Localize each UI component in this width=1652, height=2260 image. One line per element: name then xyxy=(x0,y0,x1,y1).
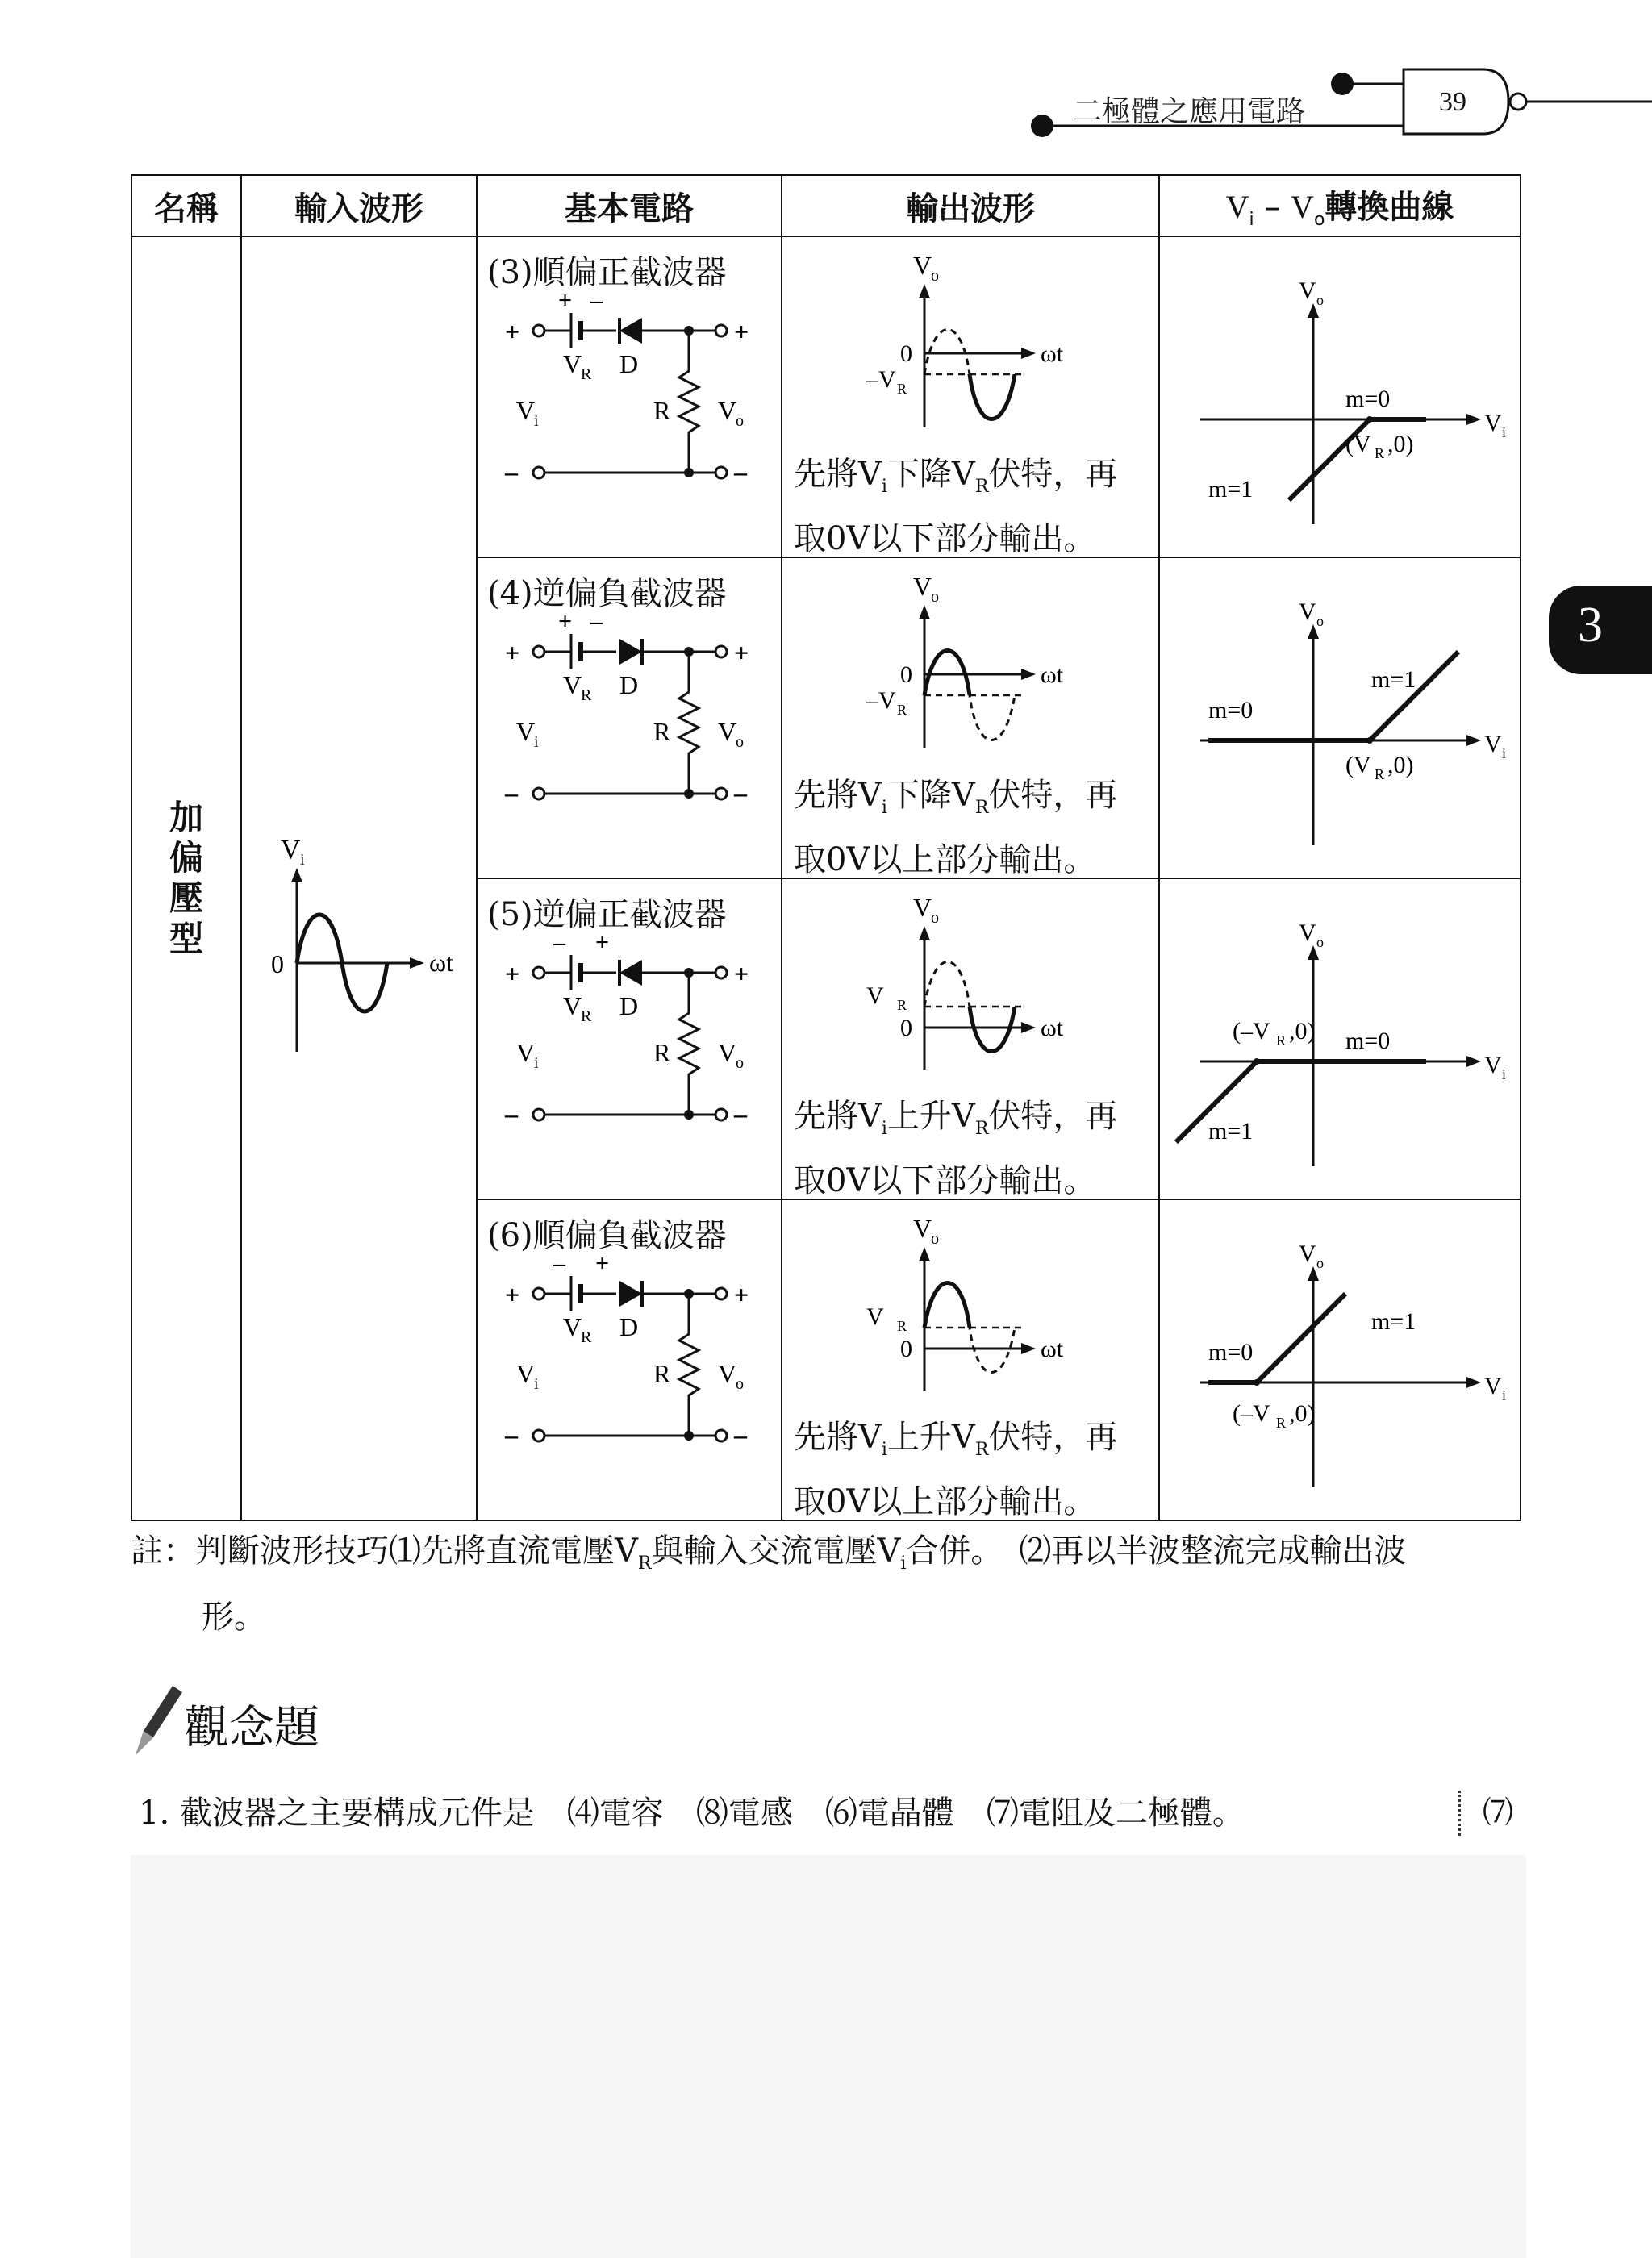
svg-text:0: 0 xyxy=(900,661,912,688)
svg-text:o: o xyxy=(931,909,939,927)
svg-text:V: V xyxy=(563,1312,582,1341)
svg-text:V: V xyxy=(1299,598,1316,625)
svg-text:0: 0 xyxy=(900,1336,912,1362)
svg-text:R: R xyxy=(1375,445,1385,461)
svg-text:R: R xyxy=(581,365,592,383)
svg-text:V: V xyxy=(913,893,932,922)
svg-text:+: + xyxy=(505,317,520,346)
output-description: 先將$V_i$下降$V_R$伏特，再 取0V以下部分輸出。 xyxy=(794,456,1118,557)
svg-text:+: + xyxy=(595,1250,610,1277)
svg-text:o: o xyxy=(736,412,744,430)
svg-text:D: D xyxy=(620,349,639,378)
svg-text:D: D xyxy=(620,1312,639,1341)
header-transfer-curve: $V_i - V_o$轉換曲線 xyxy=(1159,175,1521,236)
svg-text:o: o xyxy=(736,1375,744,1393)
svg-text:ωt: ωt xyxy=(1041,661,1064,688)
svg-text:o: o xyxy=(736,733,744,751)
svg-text:m=1: m=1 xyxy=(1371,666,1416,693)
clipper-table xyxy=(131,174,1521,1521)
transfer-cell xyxy=(1159,878,1521,1199)
svg-text:–V: –V xyxy=(866,687,896,714)
category-label: 加偏壓型 xyxy=(169,798,203,958)
svg-text:–: – xyxy=(734,1420,747,1449)
svg-text:V: V xyxy=(1484,410,1502,436)
svg-text:V: V xyxy=(866,1303,884,1330)
svg-text:ωt: ωt xyxy=(429,948,453,977)
transfer-cell xyxy=(1159,1199,1521,1520)
svg-text:(–V: (–V xyxy=(1233,1400,1270,1427)
svg-text:–: – xyxy=(505,1099,518,1128)
svg-text:V: V xyxy=(718,1038,737,1067)
svg-text:+: + xyxy=(734,638,749,667)
transfer-curve xyxy=(1160,237,1521,557)
chapter-tab-number: 3 xyxy=(1578,598,1603,653)
clipper-circuit xyxy=(478,879,782,1199)
svg-text:,0): ,0) xyxy=(1289,1400,1316,1427)
svg-text:–V: –V xyxy=(866,366,896,393)
svg-text:i: i xyxy=(534,733,539,751)
output-waveform xyxy=(782,1200,1160,1410)
svg-text:i: i xyxy=(1502,424,1507,440)
category-cell xyxy=(131,236,241,1520)
svg-text:V: V xyxy=(718,717,737,746)
svg-text:V: V xyxy=(1484,1052,1502,1078)
svg-text:m=1: m=1 xyxy=(1371,1308,1416,1335)
svg-text:(–V: (–V xyxy=(1233,1018,1270,1045)
svg-text:i: i xyxy=(534,1054,539,1072)
output-description: 先將$V_i$上升$V_R$伏特，再 取0V以上部分輸出。 xyxy=(794,1419,1118,1520)
svg-text:i: i xyxy=(300,851,305,869)
concept-title: 觀念題 xyxy=(184,1702,319,1754)
table-header-row xyxy=(131,175,1521,236)
svg-text:R: R xyxy=(653,1359,671,1388)
svg-text:R: R xyxy=(581,686,592,704)
svg-text:V: V xyxy=(718,396,737,425)
svg-text:m=1: m=1 xyxy=(1208,476,1254,502)
clipper-circuit xyxy=(478,237,782,557)
svg-text:–: – xyxy=(553,929,565,956)
output-cell xyxy=(782,557,1159,878)
svg-text:–: – xyxy=(505,1420,518,1449)
svg-text:m=0: m=0 xyxy=(1208,697,1254,723)
svg-text:V: V xyxy=(913,251,932,280)
svg-text:,0): ,0) xyxy=(1289,1018,1316,1045)
svg-text:R: R xyxy=(897,1318,907,1334)
transfer-curve xyxy=(1160,1200,1521,1520)
svg-text:0: 0 xyxy=(900,1015,912,1041)
svg-text:o: o xyxy=(736,1054,744,1072)
question-1-answer: ⑺ xyxy=(1483,1795,1514,1830)
svg-text:o: o xyxy=(1316,1255,1324,1271)
svg-text:V: V xyxy=(281,835,301,865)
svg-text:m=1: m=1 xyxy=(1208,1118,1254,1145)
svg-text:+: + xyxy=(595,929,610,956)
circuit-title: (6)順偏負截波器 xyxy=(487,1217,727,1254)
output-waveform xyxy=(782,558,1160,768)
svg-text:i: i xyxy=(534,412,539,430)
header-input-waveform: 輸入波形 xyxy=(241,175,477,236)
svg-text:+: + xyxy=(734,317,749,346)
svg-text:–: – xyxy=(734,1099,747,1128)
page-header xyxy=(0,0,1652,161)
svg-text:R: R xyxy=(653,1038,671,1067)
clipper-circuit xyxy=(478,558,782,878)
svg-text:(V: (V xyxy=(1345,752,1371,778)
svg-text:i: i xyxy=(1502,745,1507,761)
svg-text:ωt: ωt xyxy=(1041,340,1064,367)
svg-text:D: D xyxy=(620,670,639,699)
header-name: 名稱 xyxy=(131,175,241,236)
question-1: 1. 截波器之主要構成元件是 ⑷電容 ⑻電感 ⑹電晶體 ⑺電阻及二極體。 xyxy=(139,1795,1245,1832)
transfer-cell xyxy=(1159,236,1521,557)
svg-text:V: V xyxy=(1299,277,1316,304)
svg-text:+: + xyxy=(505,1280,520,1309)
input-waveform-cell xyxy=(241,236,477,1520)
svg-text:o: o xyxy=(931,588,939,606)
svg-text:V: V xyxy=(1299,919,1316,946)
header-decoration xyxy=(0,0,1652,161)
transfer-curve xyxy=(1160,558,1521,878)
note: 註：判斷波形技巧⑴先將直流電壓$V_R$與輸入交流電壓$V_i$合併。 ⑵再以半波整流完成輸出波 形。 xyxy=(131,1532,1407,1636)
svg-text:V: V xyxy=(1484,1373,1502,1399)
svg-text:m=0: m=0 xyxy=(1208,1339,1254,1366)
svg-text:i: i xyxy=(1502,1387,1507,1403)
clipper-circuit xyxy=(478,1200,782,1520)
svg-text:R: R xyxy=(653,717,671,746)
svg-text:R: R xyxy=(897,702,907,718)
svg-text:i: i xyxy=(534,1375,539,1393)
svg-text:,0): ,0) xyxy=(1387,752,1414,778)
svg-text:V: V xyxy=(516,396,536,425)
svg-text:R: R xyxy=(1276,1415,1287,1431)
svg-text:V: V xyxy=(913,1214,932,1243)
blank-answer-area xyxy=(131,1855,1526,2258)
header-output-waveform: 輸出波形 xyxy=(782,175,1159,236)
svg-text:+: + xyxy=(505,638,520,667)
svg-text:–: – xyxy=(590,608,603,635)
svg-text:o: o xyxy=(931,1230,939,1248)
svg-text:m=0: m=0 xyxy=(1345,1028,1391,1054)
svg-text:–: – xyxy=(505,457,518,486)
svg-text:o: o xyxy=(1316,613,1324,629)
svg-text:m=0: m=0 xyxy=(1345,386,1391,412)
svg-text:–: – xyxy=(590,287,603,314)
svg-text:–: – xyxy=(734,778,747,807)
svg-text:(V: (V xyxy=(1345,431,1371,457)
answer-divider xyxy=(1458,1791,1461,1836)
table-row xyxy=(131,236,1521,557)
svg-text:V: V xyxy=(563,670,582,699)
svg-text:V: V xyxy=(516,1359,536,1388)
svg-text:i: i xyxy=(1502,1066,1507,1082)
circuit-cell xyxy=(477,1199,782,1520)
svg-text:R: R xyxy=(581,1328,592,1346)
svg-text:+: + xyxy=(558,608,573,635)
output-cell xyxy=(782,1199,1159,1520)
pencil-icon xyxy=(127,1681,184,1762)
svg-text:V: V xyxy=(516,1038,536,1067)
svg-text:V: V xyxy=(1299,1240,1316,1267)
svg-text:R: R xyxy=(1375,766,1385,782)
transfer-cell xyxy=(1159,557,1521,878)
svg-text:o: o xyxy=(931,267,939,285)
transfer-curve xyxy=(1160,879,1521,1199)
svg-text:V: V xyxy=(718,1359,737,1388)
svg-text:R: R xyxy=(1276,1032,1287,1049)
svg-text:+: + xyxy=(505,959,520,988)
svg-text:+: + xyxy=(734,1280,749,1309)
svg-text:+: + xyxy=(558,287,573,314)
input-waveform xyxy=(242,237,478,1520)
svg-text:R: R xyxy=(653,396,671,425)
circuit-title: (3)順偏正截波器 xyxy=(487,254,727,291)
output-cell xyxy=(782,236,1159,557)
svg-text:+: + xyxy=(734,959,749,988)
output-description: 先將$V_i$下降$V_R$伏特，再 取0V以上部分輸出。 xyxy=(794,777,1118,878)
svg-text:R: R xyxy=(581,1007,592,1025)
svg-text:V: V xyxy=(516,717,536,746)
circuit-cell xyxy=(477,878,782,1199)
circuit-title: (4)逆偏負截波器 xyxy=(487,575,727,612)
svg-text:0: 0 xyxy=(900,340,912,367)
svg-text:V: V xyxy=(563,349,582,378)
output-cell xyxy=(782,878,1159,1199)
svg-text:V: V xyxy=(866,982,884,1009)
header-basic-circuit: 基本電路 xyxy=(477,175,782,236)
svg-text:o: o xyxy=(1316,934,1324,950)
svg-text:R: R xyxy=(897,381,907,397)
svg-text:0: 0 xyxy=(271,949,284,978)
svg-text:V: V xyxy=(913,572,932,601)
page-number: 39 xyxy=(1439,87,1466,117)
output-waveform xyxy=(782,237,1160,447)
svg-text:V: V xyxy=(1484,731,1502,757)
svg-text:o: o xyxy=(1316,292,1324,308)
svg-text:R: R xyxy=(897,997,907,1013)
chapter-title: 二極體之應用電路 xyxy=(1073,95,1306,128)
circuit-title: (5)逆偏正截波器 xyxy=(487,896,727,933)
output-waveform xyxy=(782,879,1160,1089)
svg-text:–: – xyxy=(505,778,518,807)
circuit-cell xyxy=(477,236,782,557)
svg-text:ωt: ωt xyxy=(1041,1015,1064,1041)
svg-text:–: – xyxy=(734,457,747,486)
svg-text:ωt: ωt xyxy=(1041,1336,1064,1362)
svg-text:–: – xyxy=(553,1250,565,1277)
circuit-cell xyxy=(477,557,782,878)
svg-text:D: D xyxy=(620,991,639,1020)
svg-text:,0): ,0) xyxy=(1387,431,1414,457)
svg-text:V: V xyxy=(563,991,582,1020)
output-description: 先將$V_i$上升$V_R$伏特，再 取0V以下部分輸出。 xyxy=(794,1098,1118,1199)
